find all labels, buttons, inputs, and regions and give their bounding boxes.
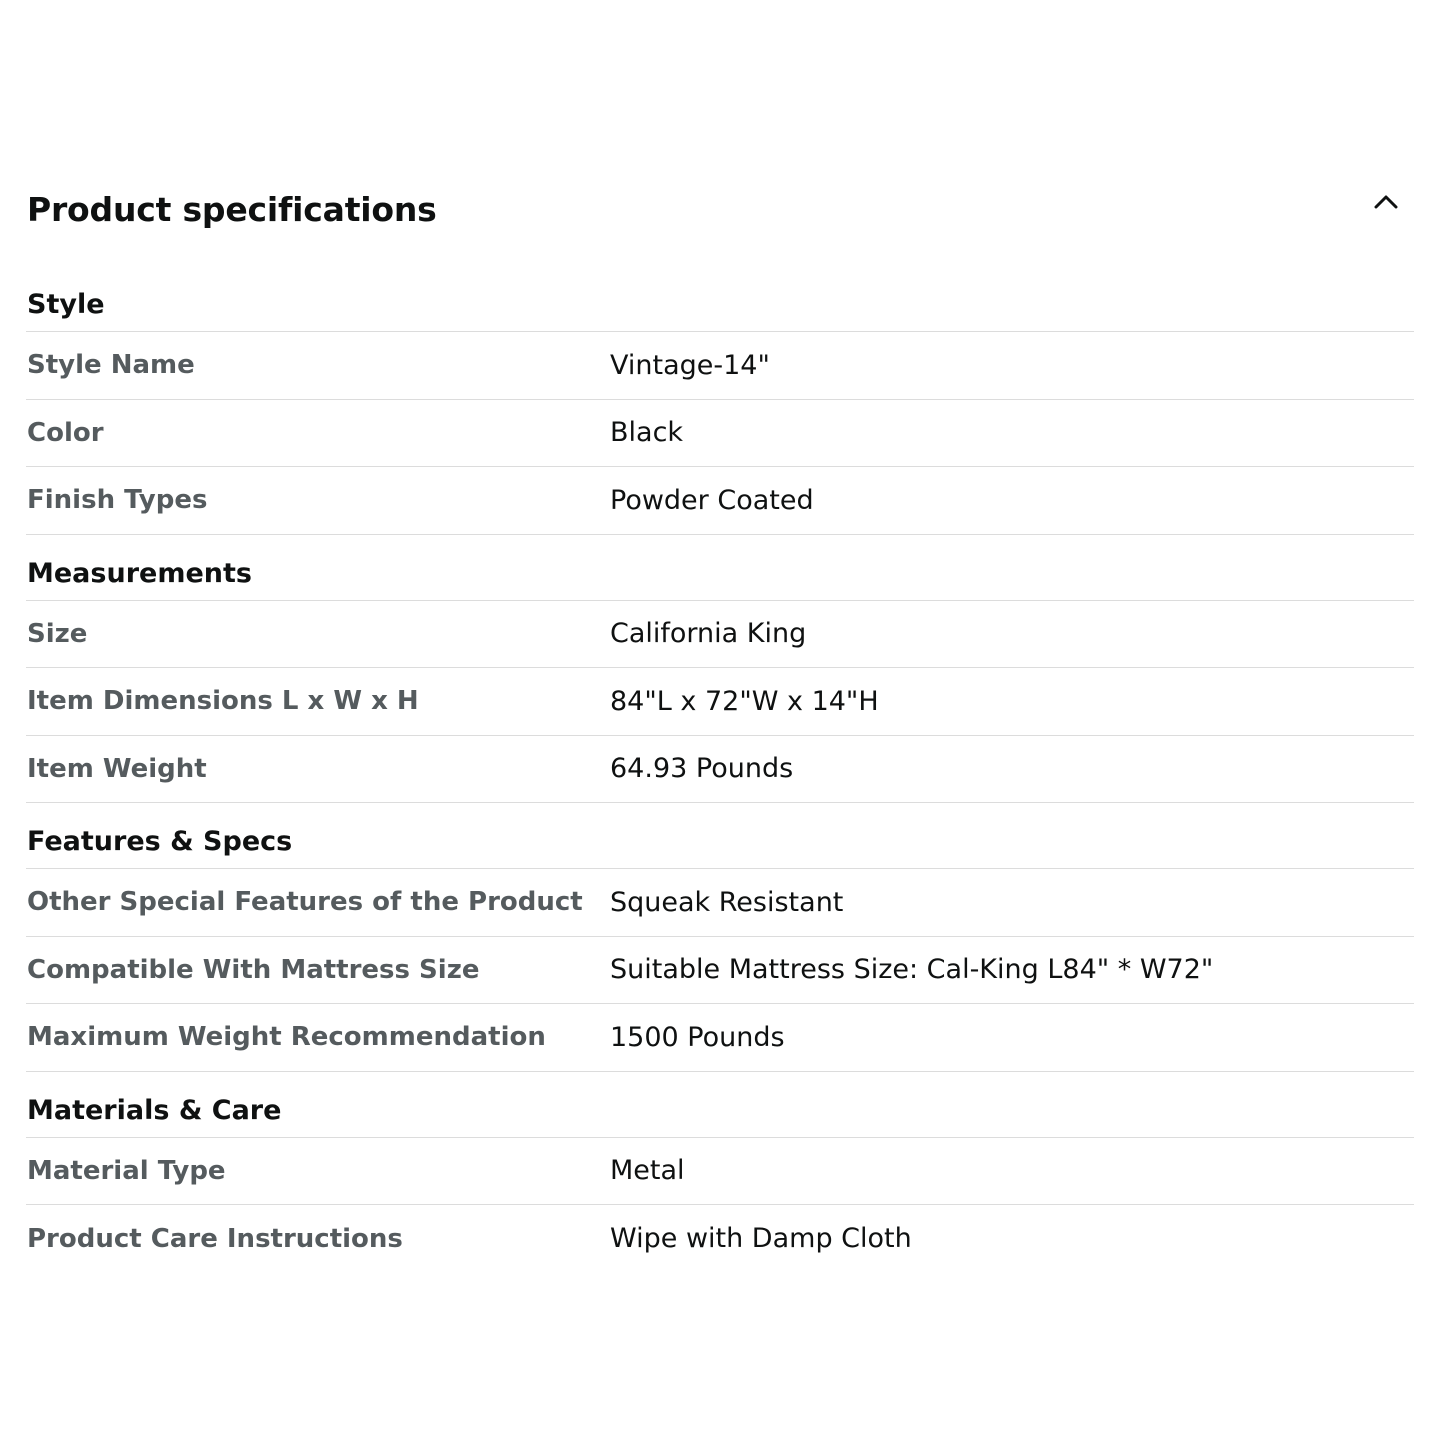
spec-row — [26, 467, 1414, 535]
spec-label: Material Type — [27, 1155, 226, 1186]
spec-value: 84"L x 72"W x 14"H — [610, 685, 879, 717]
spec-value: 1500 Pounds — [610, 1021, 785, 1053]
spec-value: Metal — [610, 1155, 685, 1187]
spec-label: Maximum Weight Recommendation — [27, 1022, 546, 1053]
spec-label: Item Dimensions L x W x H — [27, 686, 419, 717]
spec-value: Squeak Resistant — [610, 886, 844, 918]
section-features-specs — [26, 803, 1414, 1072]
chevron-up-icon[interactable] — [1372, 188, 1400, 216]
spec-label: Other Special Features of the Product — [27, 887, 583, 918]
spec-value: Wipe with Damp Cloth — [610, 1223, 912, 1255]
product-specifications-panel — [26, 182, 1414, 1273]
spec-value: Suitable Mattress Size: Cal-King L84" * W72" — [610, 954, 1214, 986]
spec-value: Powder Coated — [610, 484, 814, 516]
section-title: Materials & Care — [26, 1072, 1414, 1138]
section-materials-care — [26, 1072, 1414, 1273]
section-measurements — [26, 535, 1414, 804]
section-title: Measurements — [26, 535, 1414, 601]
section-title: Style — [26, 238, 1414, 332]
spec-label: Finish Types — [27, 485, 208, 516]
section-title: Features & Specs — [26, 803, 1414, 869]
spec-label: Product Care Instructions — [27, 1223, 403, 1254]
spec-label: Compatible With Mattress Size — [27, 954, 480, 985]
spec-row — [26, 1004, 1414, 1072]
spec-row — [26, 937, 1414, 1005]
spec-row — [26, 869, 1414, 937]
spec-row — [26, 601, 1414, 669]
spec-row — [26, 332, 1414, 400]
panel-title: Product specifications — [27, 190, 437, 229]
spec-value: California King — [610, 618, 807, 650]
spec-row — [26, 400, 1414, 468]
section-style — [26, 238, 1414, 535]
spec-value: 64.93 Pounds — [610, 753, 794, 785]
spec-value: Vintage-14" — [610, 349, 770, 381]
spec-label: Style Name — [27, 350, 195, 381]
spec-value: Black — [610, 417, 684, 449]
spec-row — [26, 1205, 1414, 1273]
spec-label: Color — [27, 417, 104, 448]
panel-header[interactable] — [26, 182, 1414, 238]
spec-label: Item Weight — [27, 753, 207, 784]
spec-row — [26, 736, 1414, 804]
spec-row — [26, 668, 1414, 736]
spec-label: Size — [27, 618, 88, 649]
spec-row — [26, 1138, 1414, 1206]
